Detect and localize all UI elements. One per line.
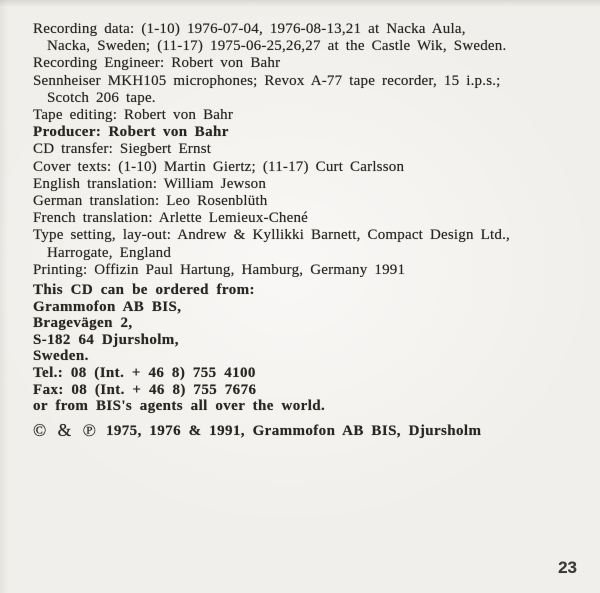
credit-line: Recording data: (1-10) 1976-07-04, 1976-08-13,21 at Nacka Aula, bbox=[33, 21, 466, 37]
credit-line: Tape editing: Robert von Bahr bbox=[33, 107, 234, 124]
scan-shade-top bbox=[0, 0, 600, 7]
ordering-line: or from BIS's agents all over the world. bbox=[33, 398, 326, 415]
ordering-line: S-182 64 Djursholm, bbox=[33, 331, 179, 348]
page-number: 23 bbox=[558, 558, 577, 577]
credit-line: Producer: Robert von Bahr bbox=[33, 124, 229, 141]
credit-line: CD transfer: Siegbert Ernst bbox=[33, 141, 212, 158]
ordering-line: Sweden. bbox=[33, 348, 89, 365]
scan-shade-left bbox=[0, 0, 8, 593]
credit-line: German translation: Leo Rosenblüth bbox=[33, 193, 268, 210]
credit-line: Recording Engineer: Robert von Bahr bbox=[33, 55, 281, 72]
ordering-line: This CD can be ordered from: bbox=[33, 282, 255, 299]
credit-line: Sennheiser MKH105 microphones; Revox A-77 tape recorder, 15 i.p.s.; bbox=[33, 72, 501, 89]
credit-line: Cover texts: (1-10) Martin Giertz; (11-17) Curt Carlsson bbox=[33, 158, 405, 175]
copyright-phonogram-symbols: © & ℗ bbox=[33, 419, 97, 440]
copyright-line bbox=[33, 420, 580, 441]
credit-line: English translation: William Jewson bbox=[33, 175, 267, 192]
page-content bbox=[33, 21, 580, 441]
ordering-line: Grammofon AB BIS, bbox=[33, 298, 182, 315]
credit-line: French translation: Arlette Lemieux-Chené bbox=[33, 210, 309, 227]
credit-line: Scotch 206 tape. bbox=[47, 89, 156, 106]
credit-line: Type setting, lay-out: Andrew & Kyllikki Barnett, Compact Design Ltd., bbox=[33, 227, 510, 244]
ordering-line: Bragevägen 2, bbox=[33, 315, 133, 332]
ordering-line: Tel.: 08 (Int. + 46 8) 755 4100 bbox=[33, 365, 256, 382]
credits-block bbox=[33, 21, 580, 279]
copyright-text: 1975, 1976 & 1991, Grammofon AB BIS, Djursholm bbox=[105, 422, 482, 439]
credit-line: Nacka, Sweden; (11-17) 1975-06-25,26,27 at the Castle Wik, Sweden. bbox=[47, 38, 507, 55]
credit-line: Harrogate, England bbox=[47, 244, 172, 261]
credit-line: Printing: Offizin Paul Hartung, Hamburg, Germany 1991 bbox=[33, 261, 406, 278]
ordering-block bbox=[33, 282, 580, 415]
ordering-line: Fax: 08 (Int. + 46 8) 755 7676 bbox=[33, 381, 257, 398]
